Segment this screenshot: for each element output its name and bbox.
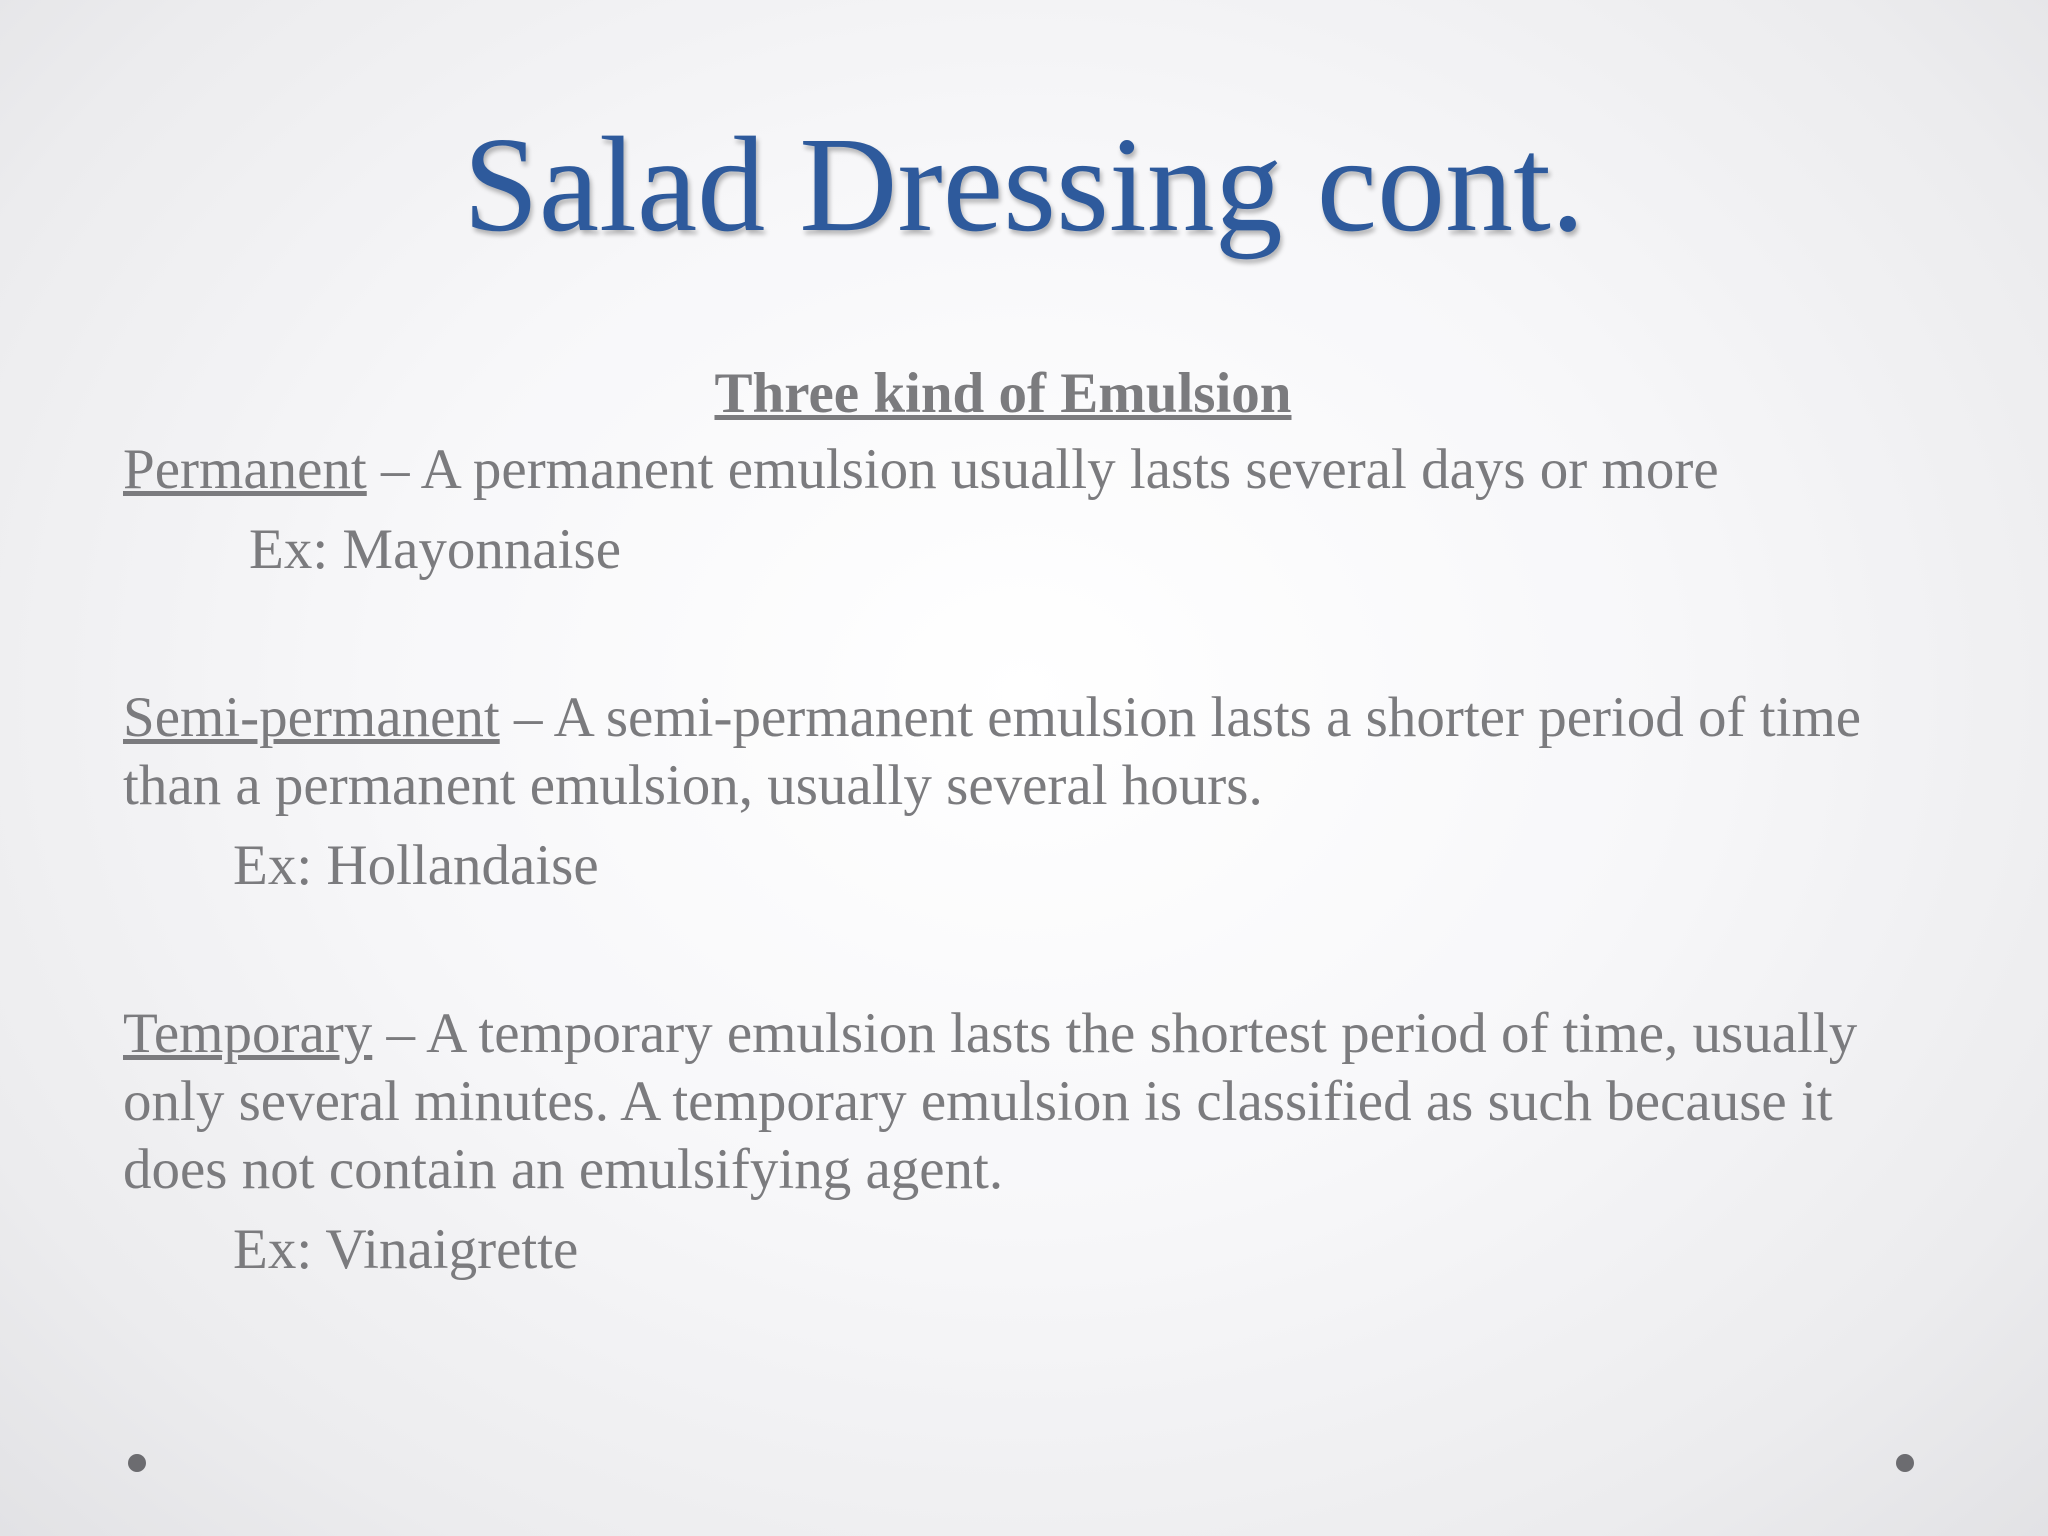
item-semi-permanent: [123, 684, 1923, 820]
left-corner-dot: [128, 1454, 146, 1472]
item-permanent: [123, 436, 1923, 504]
item-temporary: [123, 1000, 1923, 1204]
term-semi-permanent: Semi-permanent: [123, 686, 500, 749]
subheading: Three kind of Emulsion: [714, 362, 1292, 425]
term-temporary: Temporary: [123, 1002, 373, 1065]
description-permanent: – A permanent emulsion usually lasts several days or more: [366, 438, 1719, 501]
example-temporary: Ex: Vinaigrette: [233, 1218, 579, 1281]
right-corner-dot: [1896, 1454, 1914, 1472]
example-semi-permanent: Ex: Hollandaise: [233, 834, 599, 897]
example-permanent: Ex: Mayonnaise: [249, 518, 622, 581]
slide-title: Salad Dressing cont.: [463, 110, 1585, 260]
spacer: [123, 900, 1923, 1000]
term-permanent: Permanent: [123, 438, 367, 501]
description-temporary: – A temporary emulsion lasts the shortest period of time, usually only several minutes. A temporary emulsion is classified as such because it does not contain an emulsifying agent.: [123, 1002, 1858, 1201]
description-semi-permanent: – A semi-permanent emulsion lasts a shorter period of time than a permanent emulsion, usually several hours.: [123, 686, 1862, 817]
spacer: [123, 584, 1923, 684]
slide-body: [123, 360, 1923, 1284]
